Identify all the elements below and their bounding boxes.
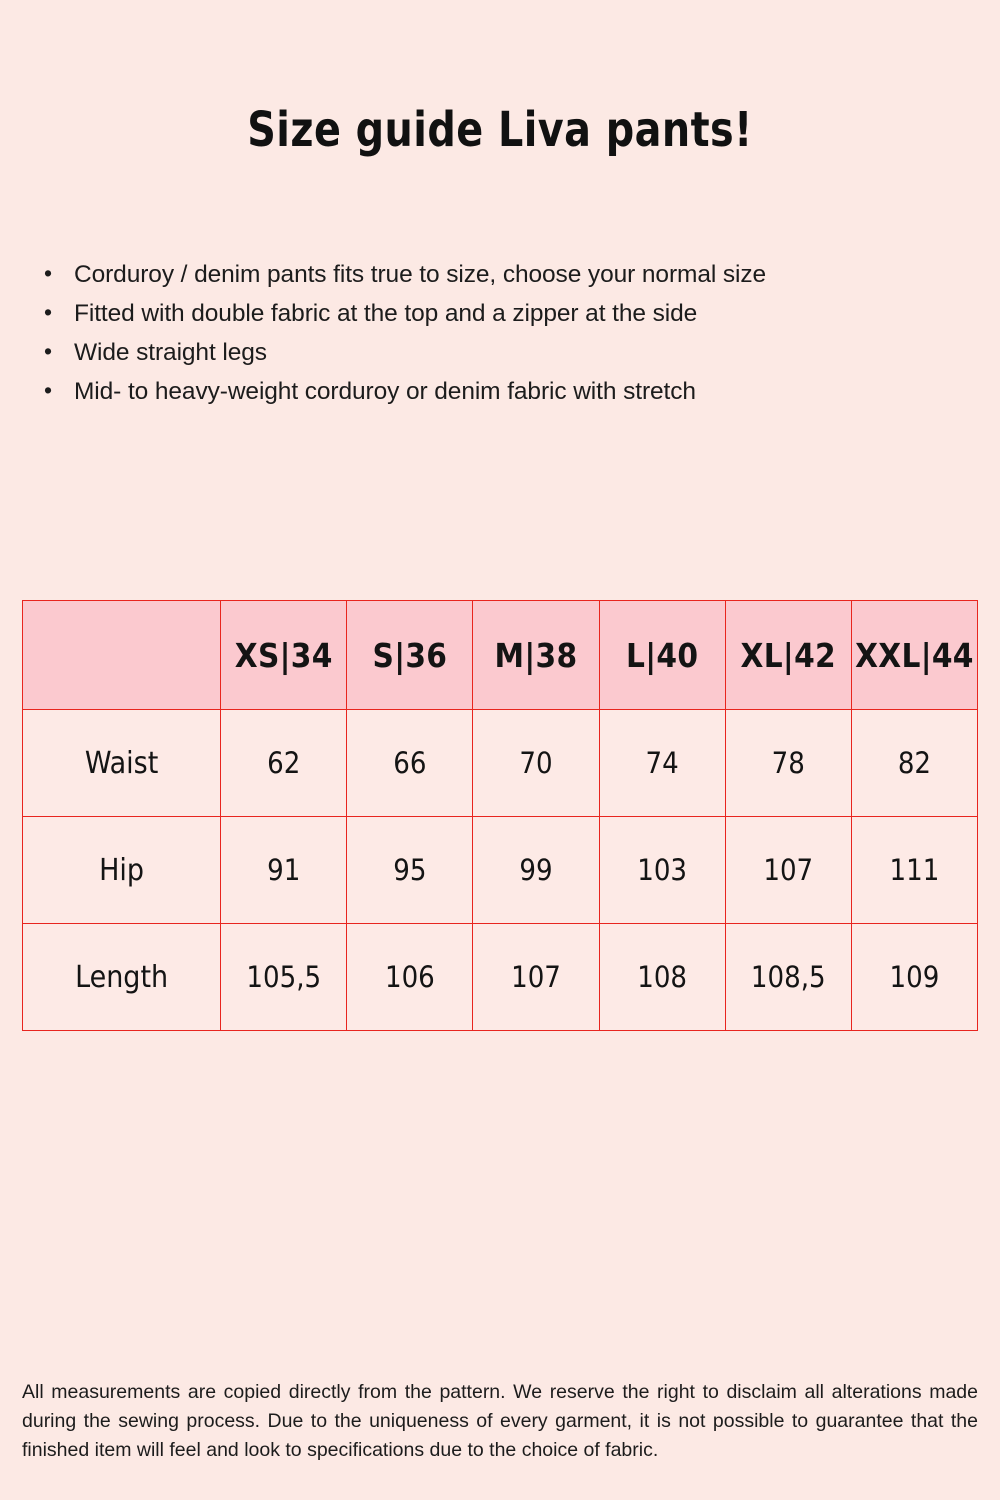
list-item: • Fitted with double fabric at the top and a zipper at the side <box>30 294 970 333</box>
column-header-l: L|40 <box>599 601 725 710</box>
table-cell: 108,5 <box>725 924 851 1031</box>
table-cell: 62 <box>221 710 347 817</box>
column-header-xs: XS|34 <box>221 601 347 710</box>
table-cell: 107 <box>725 817 851 924</box>
table-cell: 107 <box>473 924 599 1031</box>
table-cell: 66 <box>347 710 473 817</box>
size-chart-table <box>22 600 978 1031</box>
table-cell: 106 <box>347 924 473 1031</box>
list-item: • Wide straight legs <box>30 333 970 372</box>
table-cell: 95 <box>347 817 473 924</box>
table-corner-cell <box>23 601 221 710</box>
row-label-waist: Waist <box>23 710 221 817</box>
table-row <box>23 710 978 817</box>
disclaimer-text: All measurements are copied directly from the pattern. We reserve the right to disclaim all alterations made during the sewing process. Due to the uniqueness of every garment, it is not possible to guarantee that the finished item will feel and look to specifications due to the choice of fabric. <box>22 1380 978 1461</box>
table-cell: 70 <box>473 710 599 817</box>
table-cell: 109 <box>851 924 977 1031</box>
feature-bullet-list <box>30 255 970 411</box>
page-title: Size guide Liva pants! <box>247 102 753 158</box>
table-cell: 82 <box>851 710 977 817</box>
list-item: • Mid- to heavy-weight corduroy or denim fabric with stretch <box>30 372 970 411</box>
table-cell: 108 <box>599 924 725 1031</box>
table-cell: 105,5 <box>221 924 347 1031</box>
table-cell: 111 <box>851 817 977 924</box>
table-cell: 91 <box>221 817 347 924</box>
list-item: • Corduroy / denim pants fits true to size, choose your normal size <box>30 255 970 294</box>
row-label-hip: Hip <box>23 817 221 924</box>
table-cell: 78 <box>725 710 851 817</box>
table-cell: 74 <box>599 710 725 817</box>
column-header-xl: XL|42 <box>725 601 851 710</box>
row-label-length: Length <box>23 924 221 1031</box>
table-row <box>23 924 978 1031</box>
table-cell: 103 <box>599 817 725 924</box>
table-cell: 99 <box>473 817 599 924</box>
column-header-xxl: XXL|44 <box>851 601 977 710</box>
column-header-m: M|38 <box>473 601 599 710</box>
column-header-s: S|36 <box>347 601 473 710</box>
table-header-row <box>23 601 978 710</box>
table-row <box>23 817 978 924</box>
